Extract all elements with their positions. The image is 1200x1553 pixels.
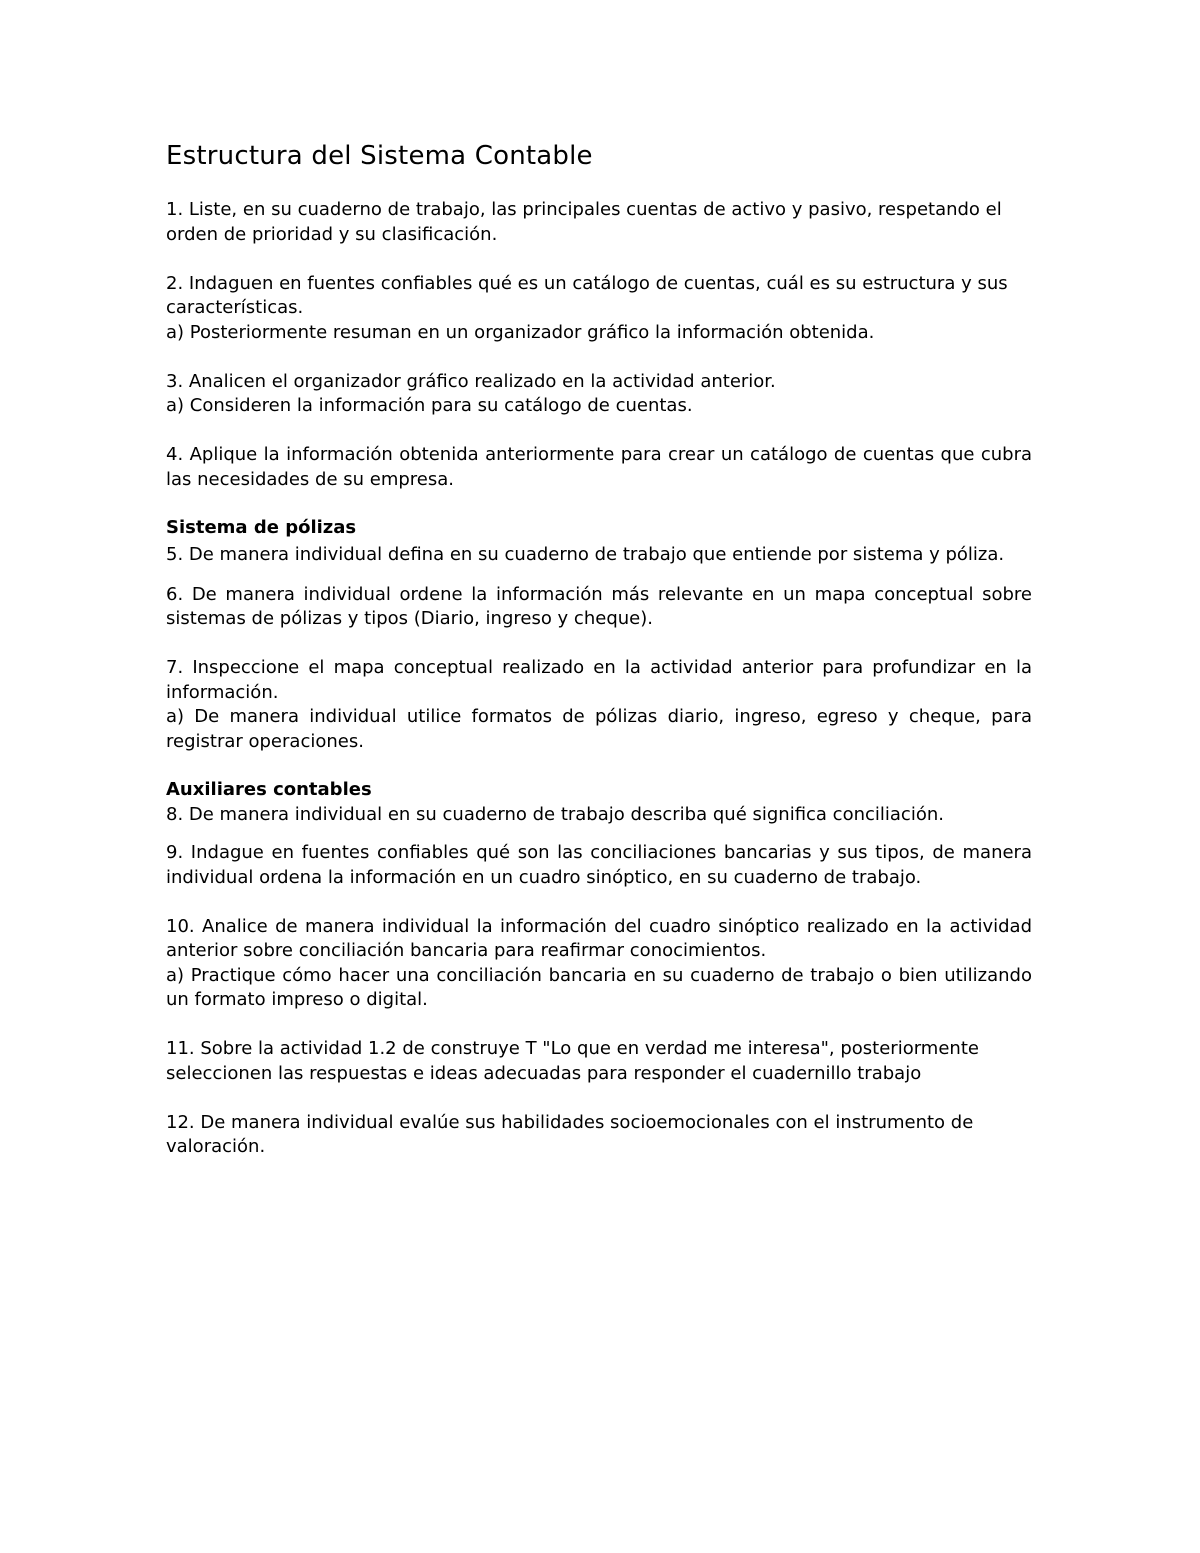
- item-5: 5. De manera individual defina en su cuaderno de trabajo que entiende por sistema y póliza.: [166, 543, 1005, 565]
- item-3: 3. Analicen el organizador gráfico realizado en la actividad anterior.: [166, 370, 776, 392]
- item-3a: a) Consideren la información para su catálogo de cuentas.: [166, 395, 693, 416]
- item-6: 6. De manera individual ordene la información más relevante en un mapa conceptual sobre sistemas de pólizas y tipos (Diario, ingreso y cheque).: [166, 583, 1032, 629]
- item-2a: a) Posteriormente resuman en un organizador gráfico la información obtenida.: [166, 321, 875, 343]
- item-4: 4. Aplique la información obtenida anteriormente para crear un catálogo de cuentas que cubra las necesidades de su empresa.: [166, 444, 1032, 490]
- document-body: [166, 138, 1032, 1160]
- item-2: 2. Indaguen en fuentes confiables qué es un catálogo de cuentas, cuál es su estructura y sus características.: [166, 272, 1008, 318]
- item-10: 10. Analice de manera individual la información del cuadro sinóptico realizado en la actividad anterior sobre conciliación bancaria para reafirmar conocimientos.: [166, 915, 1032, 961]
- item-8: 8. De manera individual en su cuaderno de trabajo describa qué significa conciliación.: [166, 803, 944, 825]
- item-7: 7. Inspeccione el mapa conceptual realizado en la actividad anterior para profundizar en la información.: [166, 657, 1032, 703]
- section-heading-auxiliares: Auxiliares contables: [166, 779, 372, 800]
- item-7a: a) De manera individual utilice formatos de pólizas diario, ingreso, egreso y cheque, para registrar operaciones.: [166, 706, 1032, 752]
- item-11: 11. Sobre la actividad 1.2 de construye T "Lo que en verdad me interesa", posteriormente seleccionen las respuestas e ideas adecuadas para responder el cuadernillo trabajo: [166, 1038, 979, 1084]
- section-heading-polizas: Sistema de pólizas: [166, 517, 357, 538]
- document-title: Estructura del Sistema Contable: [166, 141, 593, 171]
- item-10a: a) Practique cómo hacer una conciliación bancaria en su cuaderno de trabajo o bien utilizando un formato impreso o digital.: [166, 964, 1032, 1010]
- item-9: 9. Indague en fuentes confiables qué son las conciliaciones bancarias y sus tipos, de manera individual ordena la información en un cuadro sinóptico, en su cuaderno de trabajo.: [166, 842, 1032, 888]
- item-12: 12. De manera individual evalúe sus habilidades socioemocionales con el instrumento de valoración.: [166, 1111, 974, 1157]
- item-1: 1. Liste, en su cuaderno de trabajo, las principales cuentas de activo y pasivo, respetando el orden de prioridad y su clasificación.: [166, 199, 1002, 245]
